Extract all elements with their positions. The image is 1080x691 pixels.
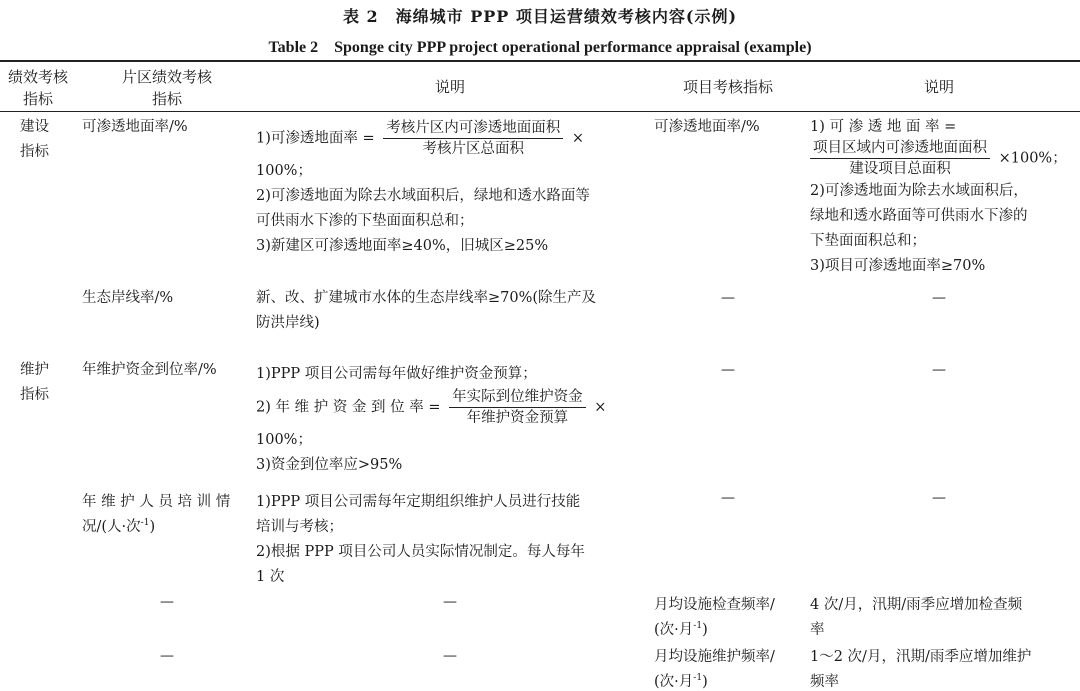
indicator-line-unit — [654, 618, 808, 643]
category-maintenance-line1: 维护 — [20, 362, 49, 378]
unit-superscript: -1 — [693, 621, 703, 632]
formula-permeable-rate — [256, 118, 648, 159]
header-col-project-description: 说明 — [923, 78, 954, 96]
indicator-permeable-rate: 可渗透地面率/% — [82, 119, 188, 135]
description-inspection-frequency — [810, 593, 1076, 643]
project-formula-tail: ×100%； — [998, 150, 1067, 167]
unit-close: ) — [702, 674, 708, 690]
header-col-category-line1: 绩效考核 — [7, 68, 68, 86]
fraction-funds — [449, 387, 586, 428]
description-line: 下垫面面积总和； — [810, 233, 926, 249]
description-line: 1～2 次/月，汛期/雨季应增加维护 — [810, 649, 1032, 665]
header-col-zone-indicator — [82, 66, 252, 110]
description-line: 新、改、扩建城市水体的生态岸线率≥70%(除生产及 — [256, 290, 597, 306]
unit-text: (次·月 — [654, 674, 694, 690]
dash-placeholder: — — [721, 290, 735, 306]
unit-close: ) — [702, 622, 708, 638]
category-construction — [20, 115, 70, 165]
table-title-cn: 表 2 海绵城市 PPP 项目运营绩效考核内容(示例) — [342, 7, 738, 26]
dash-placeholder: — — [160, 594, 174, 610]
fraction-project-permeable — [810, 138, 990, 179]
dash-placeholder: — — [443, 648, 457, 664]
indicator-line-unit — [82, 515, 252, 540]
category-construction-line1: 建设 — [20, 119, 49, 135]
project-description-permeable-rate — [810, 115, 1076, 279]
description-permeable-rate — [256, 118, 648, 259]
indicator-upkeep-frequency — [654, 645, 808, 691]
description-line: 3)新建区可渗透地面率≥40%，旧城区≥25% — [256, 238, 549, 254]
description-line: 3)项目可渗透地面率≥70% — [810, 258, 986, 274]
description-line: 防洪岸线) — [256, 315, 320, 331]
description-line: 频率 — [810, 674, 839, 690]
formula-funds-prefix: 2) 年 维 护 资 金 到 位 率 = — [256, 399, 441, 416]
project-formula — [810, 138, 1076, 179]
description-ecological-shoreline — [256, 286, 648, 336]
indicator-maintenance-funds: 年维护资金到位率/% — [82, 362, 217, 378]
dash-placeholder: — — [160, 648, 174, 664]
indicator-staff-training — [82, 490, 252, 540]
category-construction-line2: 指标 — [20, 144, 49, 160]
header-col-description: 说明 — [434, 78, 465, 96]
fraction-denominator: 建设项目总面积 — [849, 161, 951, 177]
header-col-category-line2: 指标 — [22, 90, 53, 108]
dash-placeholder: — — [721, 490, 735, 506]
description-line: 1 次 — [256, 569, 285, 585]
header-col-project-indicator: 项目考核指标 — [682, 78, 773, 96]
formula-permeable-prefix: 1)可渗透地面率 = — [256, 130, 375, 147]
description-line: 可供雨水下渗的下垫面面积总和； — [256, 213, 474, 229]
project-formula-prefix: 1) 可 渗 透 地 面 率 = — [810, 119, 957, 135]
unit-text: 况/(人·次 — [82, 519, 141, 535]
description-line: 绿地和透水路面等可供雨水下渗的 — [810, 208, 1028, 224]
header-rule — [0, 111, 1080, 112]
unit-close: ) — [149, 519, 156, 535]
formula-tail: 100%； — [256, 432, 312, 448]
description-maintenance-funds — [256, 362, 648, 478]
description-line: 率 — [810, 622, 825, 638]
dash-placeholder: — — [932, 290, 946, 306]
description-line: 2)根据 PPP 项目公司人员实际情况制定。每人每年 — [256, 544, 585, 560]
fraction-numerator: 考核片区内可渗透地面面积 — [383, 118, 563, 139]
times-sign: × — [571, 130, 585, 147]
indicator-line-unit — [654, 670, 808, 691]
header-col-category — [0, 66, 76, 110]
times-sign: × — [594, 399, 607, 416]
description-line: 1)PPP 项目公司需每年定期组织维护人员进行技能 — [256, 494, 581, 510]
indicator-line: 月均设施维护频率/ — [654, 649, 775, 665]
indicator-line: 年 维 护 人 员 培 训 情 — [82, 494, 231, 510]
fraction-numerator: 项目区域内可渗透地面面积 — [810, 138, 990, 159]
fraction-permeable — [383, 118, 563, 159]
dash-placeholder: — — [721, 362, 735, 378]
fraction-numerator: 年实际到位维护资金 — [449, 387, 586, 408]
formula-maintenance-funds — [256, 387, 648, 428]
formula-tail: 100%； — [256, 163, 312, 179]
top-rule — [0, 60, 1080, 62]
description-line: 4 次/月，汛期/雨季应增加检查频 — [810, 597, 1023, 613]
description-line: 1)PPP 项目公司需每年做好维护资金预算； — [256, 366, 537, 382]
table-title-en: Table 2 Sponge city PPP project operational performance appraisal (example) — [268, 39, 812, 56]
dash-placeholder: — — [443, 594, 457, 610]
indicator-line: 月均设施检查频率/ — [654, 597, 775, 613]
category-maintenance — [20, 358, 70, 408]
description-line: 培训与考核； — [256, 519, 343, 535]
dash-placeholder: — — [932, 362, 946, 378]
indicator-ecological-shoreline: 生态岸线率/% — [82, 290, 174, 306]
dash-placeholder: — — [932, 490, 946, 506]
fraction-denominator: 考核片区总面积 — [422, 141, 524, 157]
indicator-inspection-frequency — [654, 593, 808, 643]
unit-superscript: -1 — [140, 518, 150, 529]
description-line: 2)可渗透地面为除去水域面积后，绿地和透水路面等 — [256, 188, 590, 204]
project-indicator-permeable-rate: 可渗透地面率/% — [654, 119, 760, 135]
description-staff-training — [256, 490, 648, 590]
unit-superscript: -1 — [693, 673, 703, 684]
fraction-denominator: 年维护资金预算 — [466, 410, 569, 426]
header-col-zone-indicator-line2: 指标 — [151, 90, 182, 108]
unit-text: (次·月 — [654, 622, 694, 638]
category-maintenance-line2: 指标 — [20, 387, 49, 403]
description-upkeep-frequency — [810, 645, 1076, 691]
header-col-zone-indicator-line1: 片区绩效考核 — [121, 68, 212, 86]
description-line: 3)资金到位率应>95% — [256, 457, 403, 473]
description-line: 2)可渗透地面为除去水域面积后， — [810, 183, 1028, 199]
